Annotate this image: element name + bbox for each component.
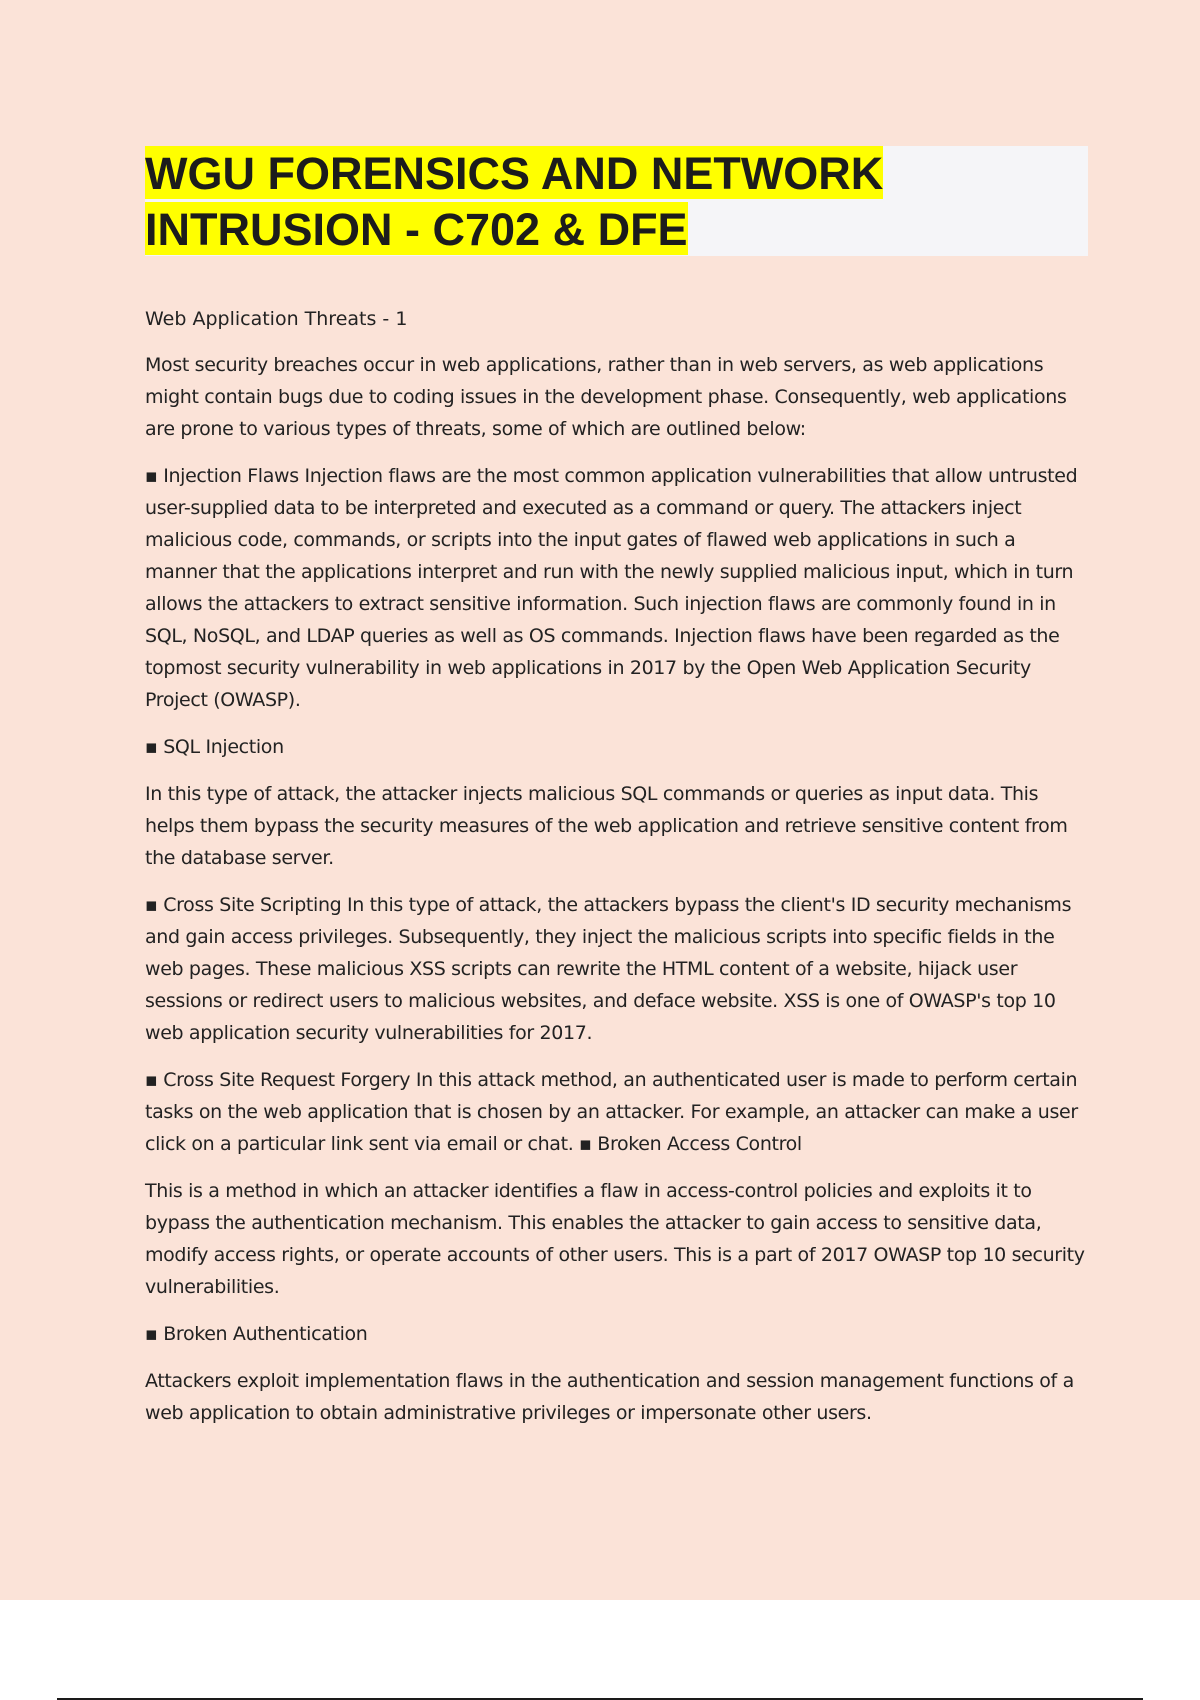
paragraph-xss: ▪ Cross Site Scripting In this type of attack, the attackers bypass the client's ID security mechanisms and gain access privileges. Subsequently, they inject the malicious scripts into specific fields in the web pages. These malicious XSS scripts can rewrite the HTML content of a website, hijack user sessions or redirect users to malicious websites, and deface website. XSS is one of OWASP's top 10 web application security vulnerabilities for 2017.: [145, 894, 1072, 1044]
paragraph-broken-auth-heading: ▪ Broken Authentication: [145, 1323, 368, 1345]
title-line-2: INTRUSION - C702 & DFE: [145, 204, 688, 255]
paragraph-sql-injection: In this type of attack, the attacker injects malicious SQL commands or queries as input data. This helps them bypass the security measures of the web application and retrieve sensitive content from the database server.: [145, 783, 1068, 869]
document-title: [145, 146, 1088, 258]
paragraph-broken-access-control: This is a method in which an attacker identifies a flaw in access-control policies and exploits it to bypass the authentication mechanism. This enables the attacker to gain access to sensitive data, modify access rights, or operate accounts of other users. This is a part of 2017 OWASP top 10 security vulnerabilities.: [145, 1180, 1085, 1298]
paragraph-intro: Most security breaches occur in web applications, rather than in web servers, as web applications might contain bugs due to coding issues in the development phase. Consequently, web applications are prone to various types of threats, some of which are outlined below:: [145, 354, 1067, 440]
title-box: [145, 146, 1088, 256]
paragraph-sql-injection-heading: ▪ SQL Injection: [145, 736, 284, 758]
title-line-1: WGU FORENSICS AND NETWORK: [145, 148, 884, 199]
paragraph-injection-flaws: ▪ Injection Flaws Injection flaws are the most common application vulnerabilities that allow untrusted user-supplied data to be interpreted and executed as a command or query. The attackers inject malicious code, commands, or scripts into the input gates of flawed web applications in such a manner that the applications interpret and run with the newly supplied malicious input, which in turn allows the attackers to extract sensitive information. Such injection flaws are commonly found in in SQL, NoSQL, and LDAP queries as well as OS commands. Injection flaws have been regarded as the topmost security vulnerability in web applications in 2017 by the Open Web Application Security Project (OWASP).: [145, 465, 1078, 711]
paragraph-csrf: ▪ Cross Site Request Forgery In this attack method, an authenticated user is made to perform certain tasks on the web application that is chosen by an attacker. For example, an attacker can make a user click on a particular link sent via email or chat. ▪ Broken Access Control: [145, 1069, 1078, 1155]
paragraph-broken-auth: Attackers exploit implementation flaws in the authentication and session management functions of a web application to obtain administrative privileges or impersonate other users.: [145, 1370, 1074, 1424]
section-heading: Web Application Threats - 1: [145, 308, 408, 330]
document-content: [145, 146, 1088, 1429]
